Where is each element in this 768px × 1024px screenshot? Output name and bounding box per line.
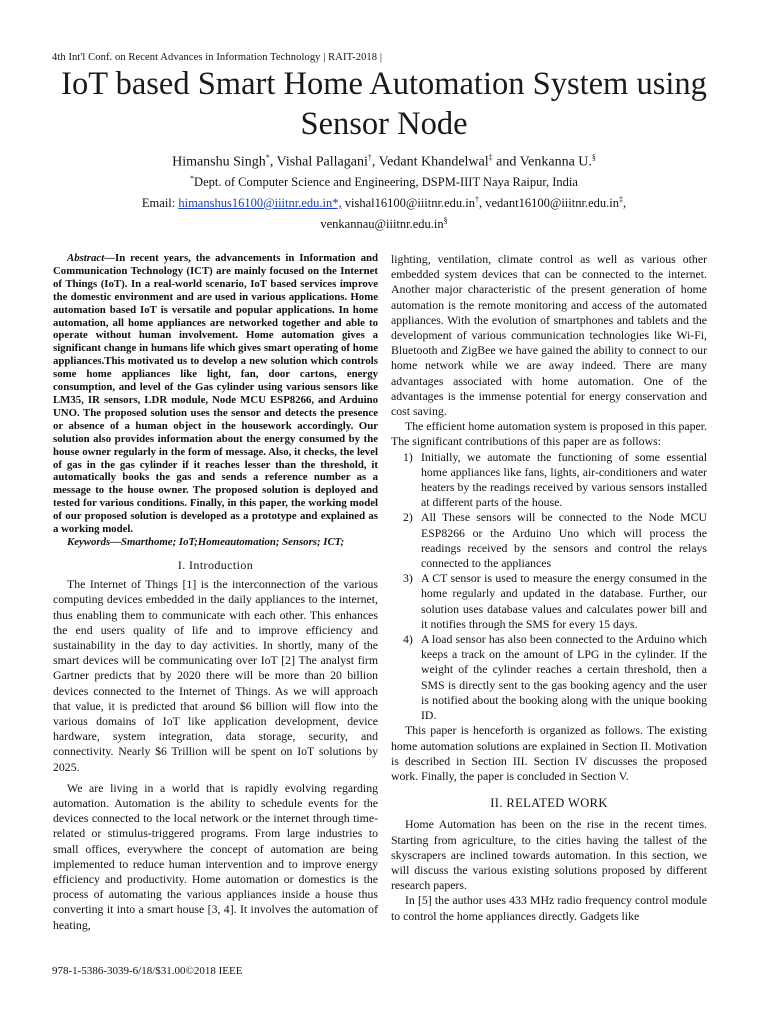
author-list [0,153,768,171]
email-separator: , [622,196,627,211]
author-name: Himanshu Singh [172,154,266,170]
affiliation-mark: * [190,174,195,183]
paper-title-line-1: IoT based Smart Home Automation System using [61,66,707,102]
paper-title [0,64,768,144]
paragraph: We are living in a world that is rapidly evolving regarding automation. Automation is the ability to schedule events for the devices connected to the local network or the internet through time-related or stimulus-triggered programs. From large industries to small offices, everywhere the concept of automation are being implemented to reduce human intervention and to improve energy efficiency and productivity. Home automation or domestics is the process of automating the various appliances inside a house thus converting it into a smart house [3, 4]. It involves the automation of heating, [53,780,378,932]
email-address: venkannau@iiitnr.edu.in [320,217,444,232]
section-heading-introduction: I. Introduction [177,557,254,572]
author-mark: § [591,153,596,162]
list-item-text: Initially, we automate the functioning of some essential home appliances like fans, lights, air-conditioners and water heaters by the readings received by various sensors installed at different parts of the house. [421,449,707,510]
author-name: and Venkanna U. [492,154,592,170]
list-item-text: All These sensors will be connected to the Node MCU ESP8266 or the Arduino Uno which will process the readings received by the sensors and control the relays connected to the appliances [421,510,707,571]
author-mark: ‡ [488,153,493,162]
section-heading-related-work: II. RELATED WORK [490,796,608,811]
email-prefix: Email: [141,196,179,211]
abstract-text: In recent years, the advancements in Information and Communication Technology (ICT) are mainly focused on the Internet of Things (IoT). In a real-world scenario, IoT based services improve the domestic environment and are used in various applications. Home automation based IoT is versatile and popular applications. In home automation, all home appliances are networked together and able to operate without human involvement. Home automation gives a significant change in humans life which gives smart operating of home appliances.This motivated us to develop a new solution which controls some home appliances like light, fan, door cartons, energy consumption, and level of the Gas cylinder using various sensors like LM35, IR sensors, LDR module, Node MCU ESP8266, and Arduino UNO. The proposed solution uses the sensor and detects the presence or absence of a human object in the housework accordingly. Our solution also provides information about the energy consumed by the house owner regularly in the form of message. Also, it checks, the level of gas in the gas cylinder if it reaches lesser than the threshold, it automatically books the gas and sends a reference number as a message to the house owner. The proposed solution is deployed and tested for various conditions. Finally, in this paper, the working model of our proposed solution is developed as a prototype and explained as a working model. [53,252,378,536]
author-name: , Vedant Khandelwal [371,154,489,170]
contributions-list [391,450,707,724]
list-item [391,510,707,571]
paragraph: The efficient home automation system is proposed in this paper. The significant contributions of this paper are as follows: [391,419,707,449]
affiliation-text: Dept. of Computer Science and Engineering, DSPM-IIIT Naya Raipur, India [194,175,578,190]
paragraph: This paper is henceforth is organized as follows. The existing home automation solutions are explained in Section II. Motivation is described in Section III. Section IV discusses the proposed work. Finally, the paper is concluded in Section V. [391,723,707,783]
list-item-number: 3) [403,571,413,586]
email-line-2 [0,212,768,233]
email-mark: † [475,195,479,204]
abstract [53,252,378,536]
author-name: , Vishal Pallagani [269,154,368,170]
email-mark: ‡ [618,195,623,204]
list-item-number: 4) [403,632,413,647]
paper-title-line-2: Sensor Node [300,106,468,142]
paragraph: In [5] the author uses 433 MHz radio frequency control module to control the home appliances directly. Gadgets like [391,893,707,923]
list-item-number: 1) [403,449,413,464]
email-address: vishal16100@iiitnr.edu.in [341,196,475,211]
left-column [53,252,378,933]
copyright-footer: 978-1-5386-3039-6/18/$31.00©2018 IEEE [52,965,243,977]
email-address: , vedant16100@iiitnr.edu.in [479,196,619,211]
list-item [391,571,707,632]
author-mark: † [367,153,372,162]
affiliation [0,174,768,190]
list-item-text: A load sensor has also been connected to the Arduino which keeps a track on the amount of LPG in the cylinder. If the weight of the cylinder reaches a certain threshold, then a SMS is directly sent to the gas booking agency and the user is notified about the booking along with the unique booking ID. [421,632,707,723]
list-item-text: A CT sensor is used to measure the energy consumed in the home regularly and updated in the database. Further, our solution uses database values and calculates power bill and it notifies through the SMS for every 15 days. [421,571,707,631]
keywords-text: Smarthome; IoT;Homeautomation; Sensors; ICT; [121,535,345,548]
keywords-lead: Keywords— [67,535,121,548]
author-mark: * [265,153,270,162]
email-mark: § [443,216,448,226]
paragraph: Home Automation has been on the rise in the recent times. Starting from agriculture, to the cities having the tallest of the skyscrapers are inclined towards automation. In this section, we will discuss the various existing solutions proposed by different research papers. [391,817,707,893]
keywords [53,536,378,549]
email-line-1 [0,191,768,212]
paragraph-continued: lighting, ventilation, climate control as well as various other embedded system devices that can be connected to the internet. Another major characteristic of the present generation of home automation is the remote monitoring and access of the automated appliances. With the evolution of smartphones and tablets and the development of various communication technologies like Wi-Fi, Bluetooth and ZigBee we have gained the ability to connect to our home network while we are away indeed. There are many advantages associated with home automation. One of the advantages is the immense potential for energy conservation and cost saving. [391,252,707,419]
list-item [391,450,707,511]
email-block [0,191,768,233]
list-item [391,632,707,723]
paragraph: The Internet of Things [1] is the interconnection of the various computing devices embedded in the daily appliances to the internet, thus enabling them to communicate with each other. This enhances the end users quality of life and to improve efficiency and sustainability in the day to day activities. In shortly, many of the smart devices will be communicating over IoT [2] The analyst firm Gartner predicts that by 2020 there will be more than 20 billion devices connected to the Internet of Things. As we will approach that value, it is predicted that around $6 billion will flow into the various domains of IoT like application development, device hardware, system integration, data storage, security, and connectivity. Nearly $6 Trillion will be spent on IoT solutions by 2025. [53,577,378,774]
conference-header: 4th Int'l Conf. on Recent Advances in Information Technology | RAIT-2018 | [52,52,383,63]
right-column [391,252,707,924]
abstract-lead: Abstract— [67,252,115,264]
email-link[interactable]: himanshus16100@iiitnr.edu.in*, [178,196,342,211]
list-item-number: 2) [403,510,413,525]
